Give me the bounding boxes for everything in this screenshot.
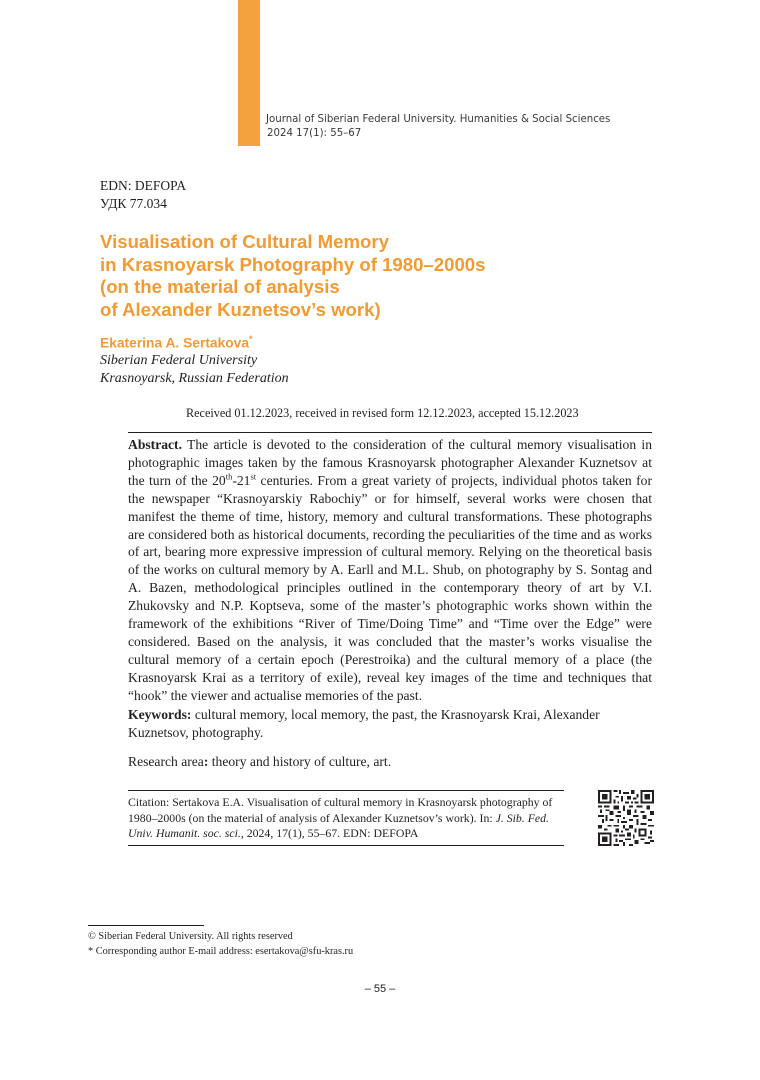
- abstract-text: The article is devoted to the consideration of the cultural memory visualisation in photographic images taken by the famous Krasnoyarsk photographer Alexander Kuznetsov at the turn of the 20: [128, 437, 653, 488]
- title-line: Visualisation of Cultural Memory: [100, 231, 389, 252]
- research-area: [128, 753, 652, 771]
- keywords-text: cultural memory, local memory, the past, the Krasnoyarsk Krai, Alexander Kuznetsov, photography.: [128, 707, 600, 740]
- research-area-text: theory and history of culture, art.: [211, 754, 392, 769]
- journal-issue: 2024 17(1): 55–67: [267, 128, 362, 139]
- author-name-text: Ekaterina A. Sertakova: [100, 335, 250, 351]
- article-title: [100, 231, 620, 321]
- author-affiliation: [100, 352, 289, 388]
- keywords: [128, 706, 652, 742]
- title-line: of Alexander Kuznetsov’s work): [100, 298, 381, 320]
- author-name: [100, 334, 253, 351]
- citation-bottom-rule: [128, 845, 564, 846]
- citation-top-rule: [128, 790, 564, 791]
- received-dates: Received 01.12.2023, received in revised form 12.12.2023, accepted 15.12.2023: [186, 406, 579, 420]
- title-line: (on the material of analysis: [100, 276, 340, 297]
- citation: [128, 795, 568, 842]
- research-area-colon: :: [203, 754, 209, 769]
- research-area-label: Research area: [128, 754, 204, 769]
- corresponding-author-note: * Corresponding author E-mail address: esertakova@sfu-kras.ru: [88, 946, 354, 957]
- abstract: [128, 436, 652, 705]
- abstract-top-rule: [128, 432, 652, 433]
- affiliation-location: Krasnoyarsk, Russian Federation: [100, 371, 289, 386]
- author-mark: *: [249, 334, 253, 344]
- footnotes: [88, 929, 353, 959]
- citation-text: Citation: Sertakova E.A. Visualisation of cultural memory in Krasnoyarsk photography of 1980–2000s (on the material of analysis of Alexander Kuznetsov’s work). In:: [128, 795, 553, 825]
- keywords-label: Keywords:: [128, 707, 192, 722]
- edn-code: EDN: DEFOPA: [100, 178, 187, 193]
- superscript: th: [225, 471, 233, 482]
- udk-code: УДК 77.034: [100, 196, 167, 211]
- abstract-text: centuries. From a great variety of projects, individual photos taken for the newspaper “Krasnoyarskiy Rabochiy” or for himself, several works were chosen that manifest the theme of time, history, memory and cultural transformations. These photographs are considered both as historical documents, recording the peculiarities of the time and as works of art, bearing more expressive impression of cultural memory. Relying on the theoretical basis of the works on cultural memory by A. Earll and M.L. Shub, on photography by S. Sontag and A. Bazen, methodological principles outlined in the contemporary theory of art by V.I. Zhukovsky and N.P. Koptseva, some of the master’s photographic works shown within the framework of the exhibitions “River of Time/Doing Time” and “Time over the Edge” were considered. Based on the analysis, it was concluded that the master’s works visualise the cultural memory of a certain epoch (Perestroika) and the cultural memory of a place (the Krasnoyarsk Krai as a territory of exile), reveal key images of the time and techniques that “hook” the viewer and actualise memories of the past.: [128, 472, 652, 703]
- journal-name: Journal of Siberian Federal University. Humanities & Social Sciences: [266, 114, 611, 125]
- page-number: – 55 –: [364, 983, 396, 995]
- title-line: in Krasnoyarsk Photography of 1980–2000s: [100, 253, 486, 275]
- journal-header: [266, 113, 610, 141]
- qr-code-icon[interactable]: [598, 790, 654, 846]
- copyright-note: © Siberian Federal University. All rights reserved: [88, 931, 293, 942]
- header-accent-bar: [238, 0, 260, 146]
- footnote-rule: [88, 925, 204, 926]
- citation-text: , 2024, 17(1), 55–67. EDN: DEFOPA: [240, 826, 419, 841]
- superscript: st: [250, 471, 257, 482]
- abstract-text: -21: [232, 472, 251, 488]
- article-identifiers: [100, 177, 186, 213]
- abstract-label: Abstract.: [128, 437, 182, 452]
- citation-journal: J. Sib. Fed. Univ. Humanit. soc. sci.: [128, 810, 549, 841]
- affiliation-university: Siberian Federal University: [100, 353, 258, 368]
